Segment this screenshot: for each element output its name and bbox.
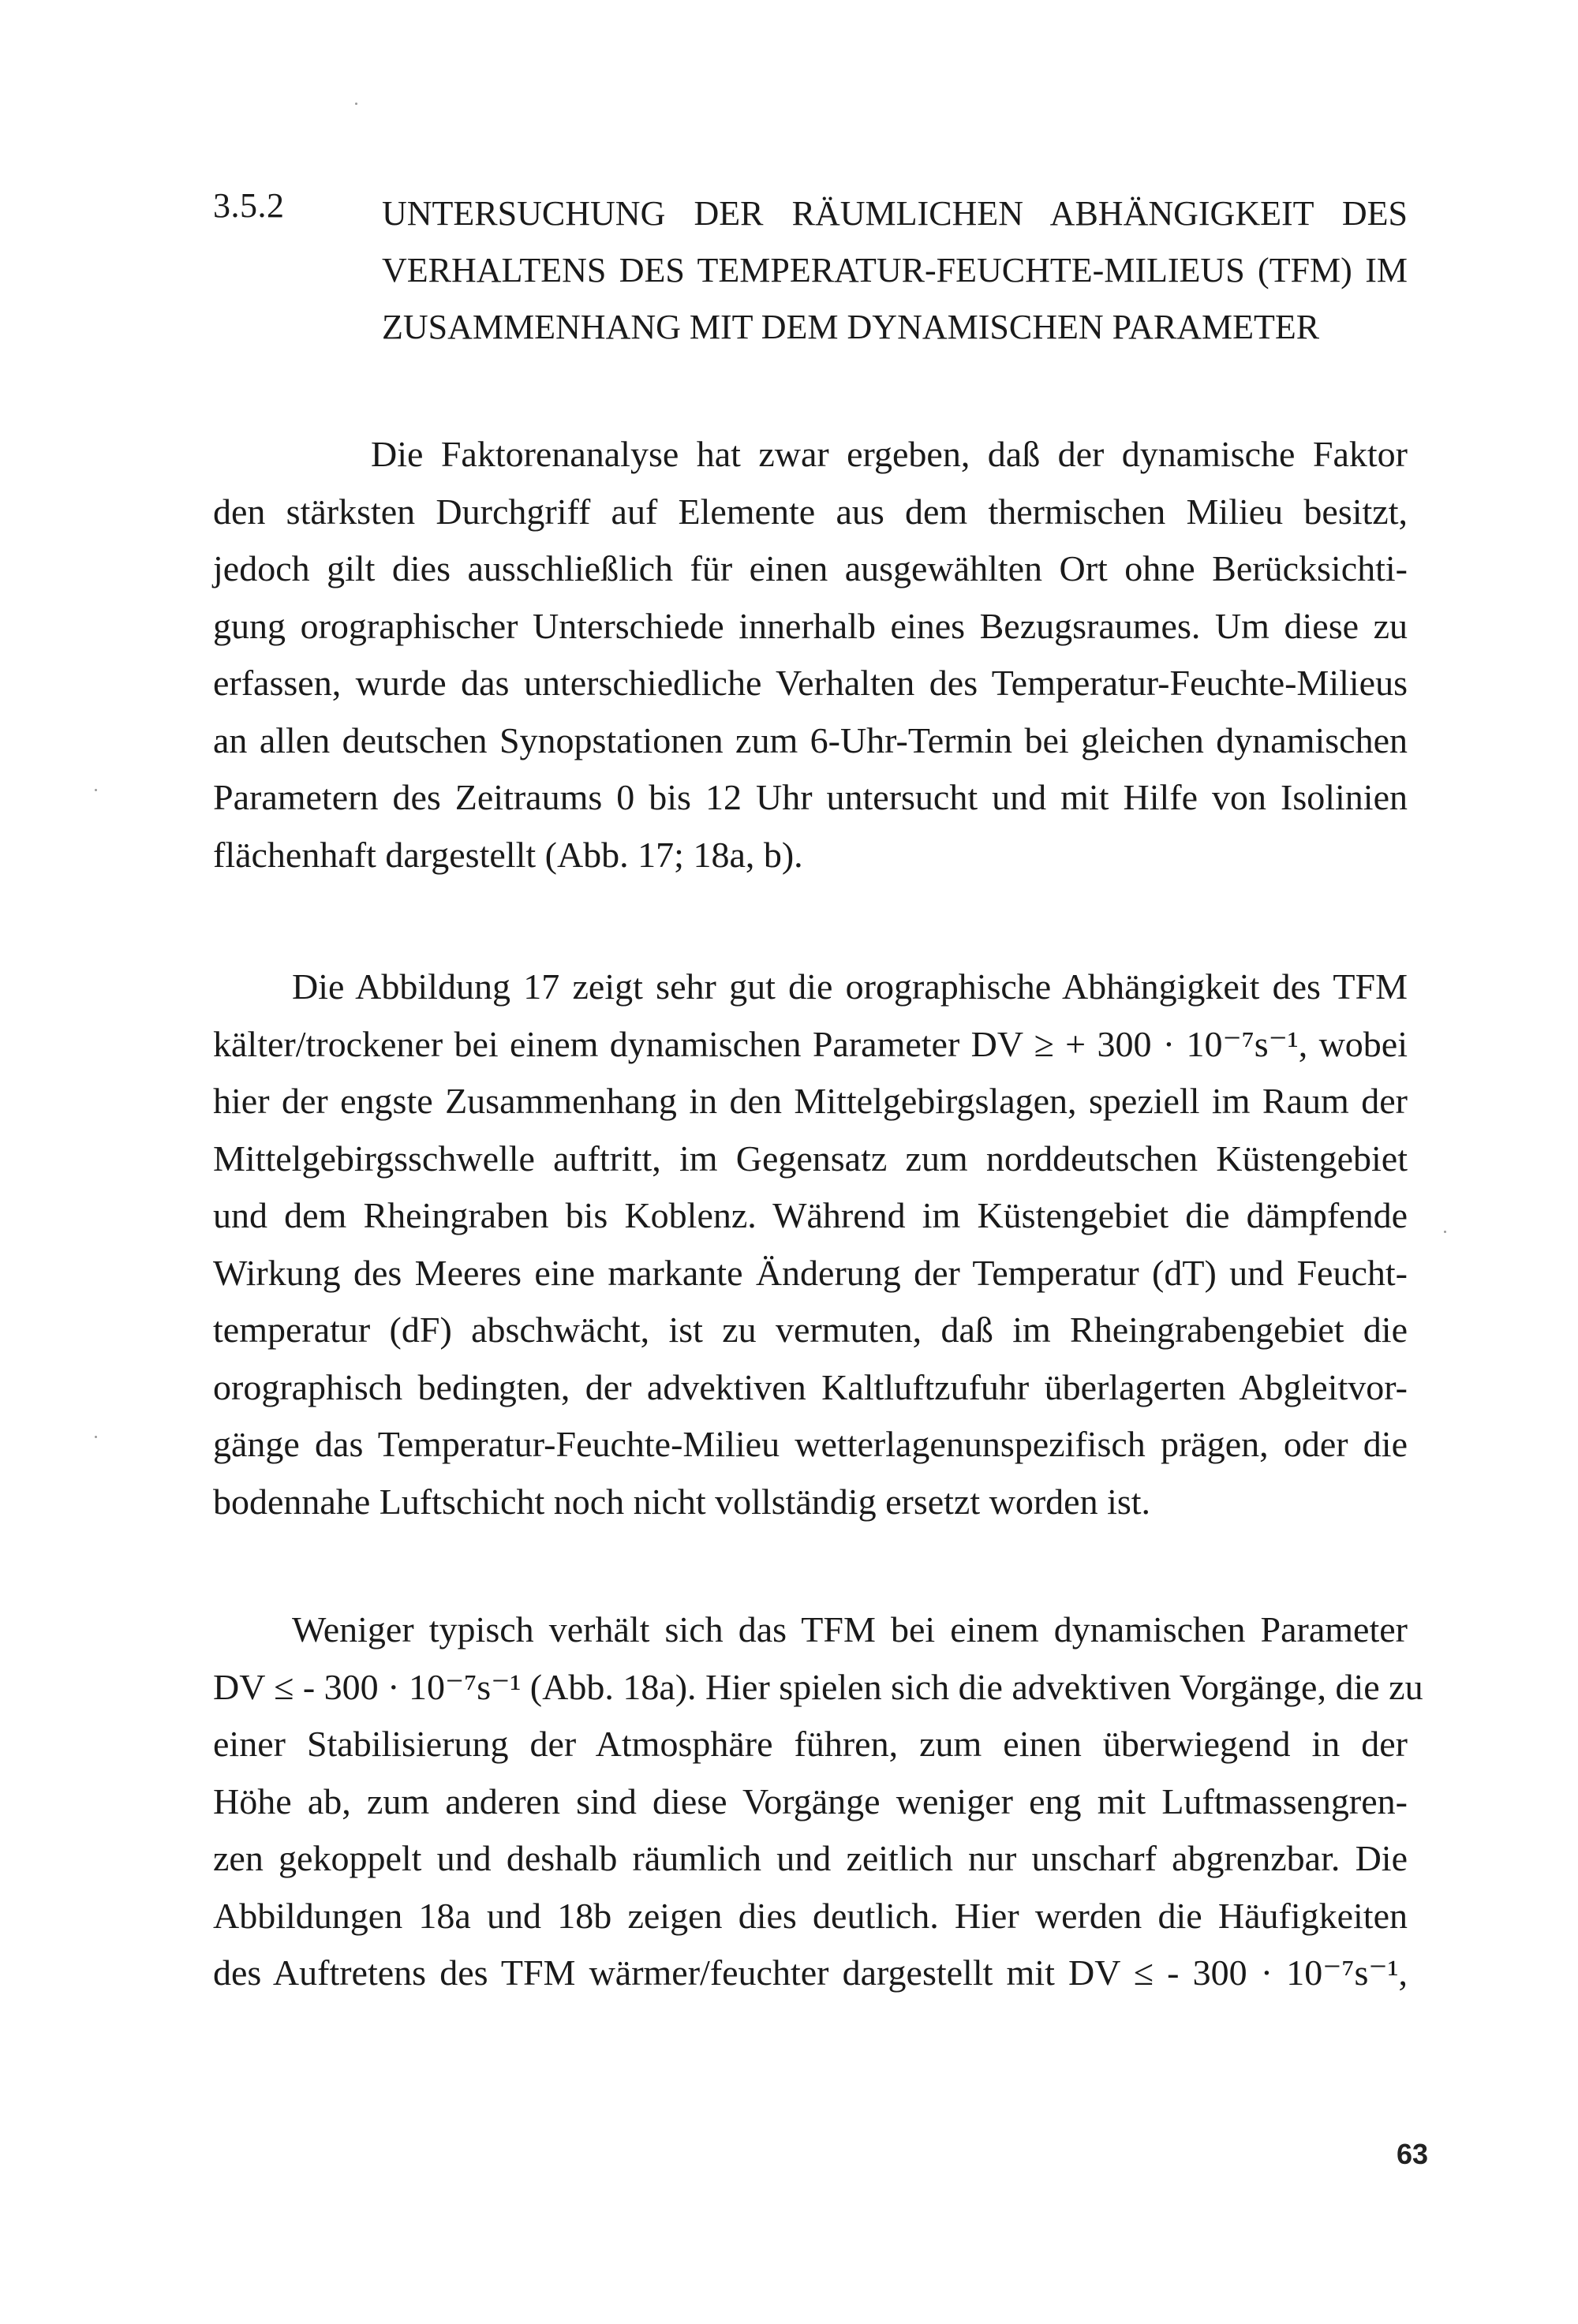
scan-speck [1444, 1231, 1446, 1233]
scan-speck [95, 789, 97, 791]
scan-speck [355, 103, 357, 105]
text-line: den stärksten Durchgriff auf Elemente aus dem thermischen Milieu besitzt, [213, 491, 1408, 532]
text-line: Die Abbildung 17 zeigt sehr gut die orographische Abhängigkeit des TFM [292, 966, 1408, 1007]
text-line: bodennahe Luftschicht noch nicht vollständig ersetzt worden ist. [213, 1481, 1151, 1522]
text-line: jedoch gilt dies ausschließlich für einen ausgewählten Ort ohne Berücksichti- [213, 548, 1408, 588]
text-line: an allen deutschen Synopstationen zum 6-Uhr-Termin bei gleichen dynamischen [213, 719, 1408, 760]
text-line: Mittelgebirgsschwelle auftritt, im Gegensatz zum norddeutschen Küstengebiet [213, 1138, 1408, 1179]
section-number: 3.5.2 [213, 186, 285, 225]
paragraph-2 [213, 958, 1408, 1530]
text-line: temperatur (dF) abschwächt, ist zu vermuten, daß im Rheingrabengebiet die [213, 1310, 1408, 1350]
text-line: orographisch bedingten, der advektiven Kaltluftzufuhr überlagerten Abgleitvor- [213, 1366, 1408, 1407]
text-line: flächenhaft dargestellt (Abb. 17; 18a, b). [213, 834, 803, 875]
text-line: hier der engste Zusammenhang in den Mittelgebirgslagen, speziell im Raum der [213, 1081, 1408, 1121]
text-line: gung orographischer Unterschiede innerhalb eines Bezugsraumes. Um diese zu [213, 605, 1408, 646]
text-line: gänge das Temperatur-Feuchte-Milieu wetterlagenunspezifisch prägen, oder die [213, 1424, 1408, 1464]
section-title-line: VERHALTENS DES TEMPERATUR-FEUCHTE-MILIEUS (TFM) IM [382, 251, 1408, 290]
text-line: DV ≤ - 300 · 10⁻⁷s⁻¹ (Abb. 18a). Hier spielen sich die advektiven Vorgänge, die zu [213, 1666, 1423, 1707]
text-line: Abbildungen 18a und 18b zeigen dies deutlich. Hier werden die Häufigkeiten [213, 1895, 1408, 1936]
section-title-line: ZUSAMMENHANG MIT DEM DYNAMISCHEN PARAMETER [382, 308, 1320, 346]
text-line: des Auftretens des TFM wärmer/feuchter dargestellt mit DV ≤ - 300 · 10⁻⁷s⁻¹, [213, 1952, 1408, 1993]
section-title [382, 185, 1408, 356]
paragraph-3 [213, 1601, 1423, 2002]
section-title-line: UNTERSUCHUNG DER RÄUMLICHEN ABHÄNGIGKEIT DES [382, 194, 1408, 233]
text-line: und dem Rheingraben bis Koblenz. Während im Küstengebiet die dämpfende [213, 1195, 1408, 1235]
text-line: Höhe ab, zum anderen sind diese Vorgänge weniger eng mit Luftmassengren- [213, 1780, 1408, 1821]
text-line: einer Stabilisierung der Atmosphäre führen, zum einen überwiegend in der [213, 1724, 1408, 1764]
paragraph-1 [213, 426, 1408, 884]
scan-speck [95, 1436, 97, 1438]
text-line: zen gekoppelt und deshalb räumlich und zeitlich nur unscharf abgrenzbar. Die [213, 1838, 1408, 1878]
text-line: erfassen, wurde das unterschiedliche Verhalten des Temperatur-Feuchte-Milieus [213, 663, 1408, 703]
text-line: kälter/trockener bei einem dynamischen Parameter DV ≥ + 300 · 10⁻⁷s⁻¹, wobei [213, 1023, 1408, 1064]
text-line: Wirkung des Meeres eine markante Änderung der Temperatur (dT) und Feucht- [213, 1252, 1408, 1293]
text-line: Parametern des Zeitraums 0 bis 12 Uhr untersucht und mit Hilfe von Isolinien [213, 777, 1408, 817]
page-number: 63 [1397, 2138, 1429, 2170]
text-line: Die Faktorenanalyse hat zwar ergeben, daß der dynamische Faktor [371, 434, 1408, 474]
text-line: Weniger typisch verhält sich das TFM bei einem dynamischen Parameter [292, 1609, 1408, 1650]
